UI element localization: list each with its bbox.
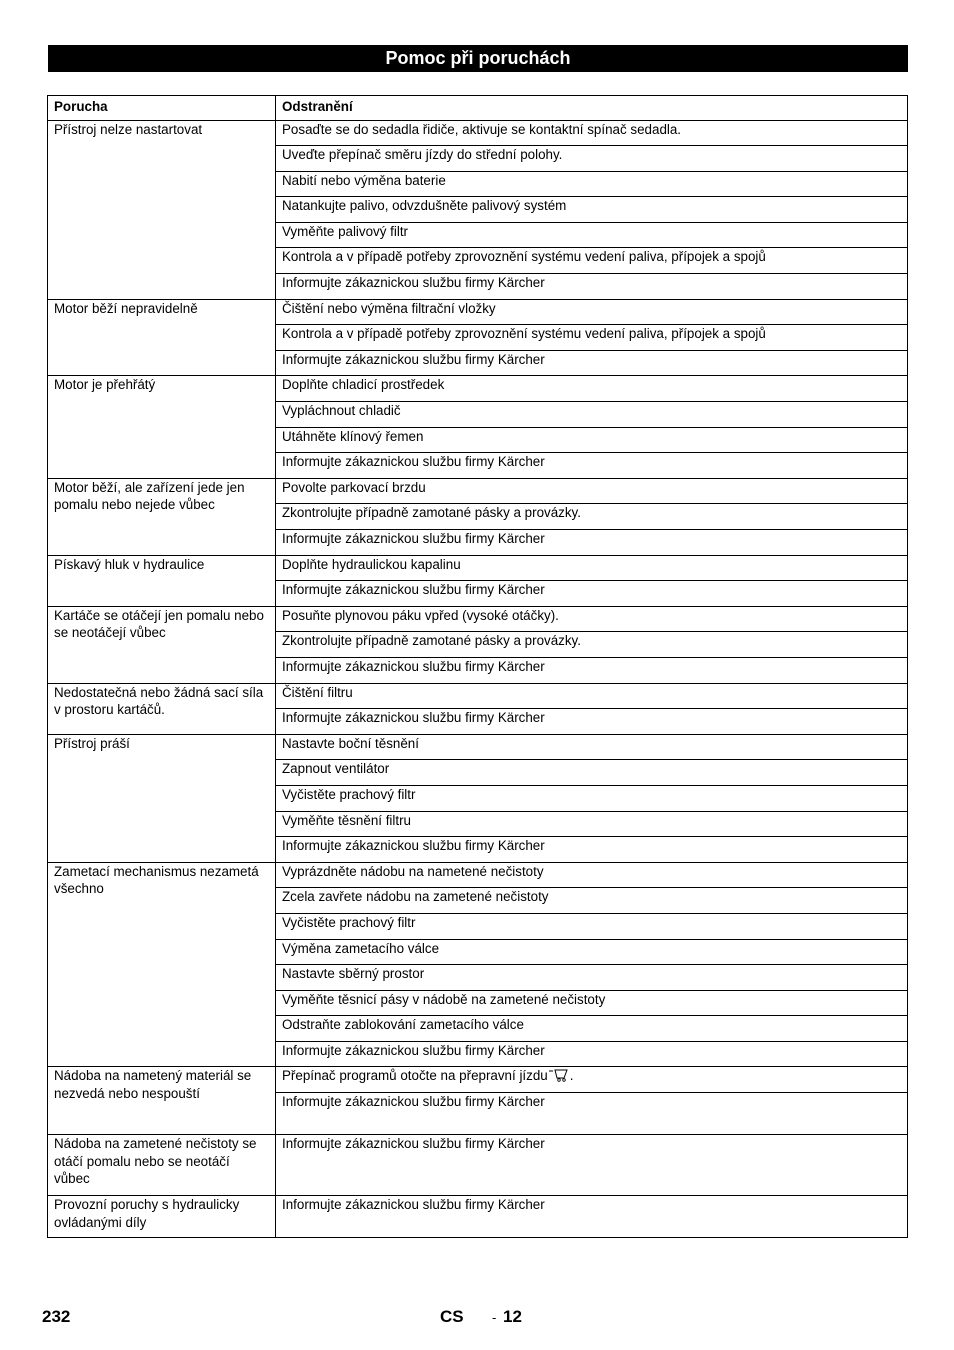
sub-page-number: 12 [503,1307,522,1326]
remedy-cell [276,1041,908,1067]
remedy-text: Kontrola a v případě potřeby zprovoznění systému vedení paliva, přípojek a spojů [282,249,766,265]
remedy-cell [276,837,908,863]
fault-cell: Motor běží nepravidelně [48,299,276,376]
remedy-cell [276,990,908,1016]
remedy-text: Čištění nebo výměna filtrační vložky [282,300,496,316]
symbol-suffix: . [569,1068,574,1084]
remedy-cell [276,785,908,811]
fault-cell: Kartáče se otáčejí jen pomalu nebo se neotáčejí vůbec [48,606,276,683]
remedy-cell [276,222,908,248]
table-row [48,606,908,632]
remedy-cell [276,709,908,735]
remedy-cell [276,1093,908,1135]
footer-dash: - [492,1310,497,1325]
fault-cell: Nádoba na zametené nečistoty se otáčí pomalu nebo se neotáčí vůbec [48,1135,276,1196]
remedy-text: Informujte zákaznickou službu firmy Kärcher [282,1136,545,1152]
remedy-column-header: Odstranění [276,96,908,121]
table-row [48,862,908,888]
remedy-text: Doplňte chladicí prostředek [282,377,445,393]
remedy-cell [276,299,908,325]
remedy-cell [276,530,908,556]
remedy-text: Informujte zákaznickou službu firmy Kärcher [282,1197,545,1213]
fault-cell: Nádoba na nametený materiál se nezvedá nebo nespouští [48,1067,276,1135]
table-row [48,120,908,146]
remedy-cell [276,504,908,530]
remedy-cell [276,453,908,479]
fault-cell: Motor je přehřátý [48,376,276,478]
remedy-cell [276,274,908,300]
remedy-text: Přepínač programů otočte na přepravní jízdu [282,1068,548,1084]
table-row [48,555,908,581]
remedy-cell [276,427,908,453]
remedy-text: Čištění filtru [282,684,353,700]
remedy-text: Informujte zákaznickou službu firmy Kärcher [282,582,545,598]
remedy-text: Vypláchnout chladič [282,403,401,419]
table-row [48,478,908,504]
remedy-text: Utáhněte klínový řemen [282,428,424,444]
remedy-cell [276,1196,908,1238]
remedy-cell [276,1135,908,1196]
table-row [48,1067,908,1093]
remedy-text: Informujte zákaznickou službu firmy Kärcher [282,531,545,546]
remedy-cell [276,862,908,888]
page-title: Pomoc při poruchách [48,45,908,72]
remedy-cell [276,965,908,991]
remedy-cell [276,606,908,632]
remedy-text: Vyměňte těsnění filtru [282,812,412,828]
table-row [48,1196,908,1238]
remedy-cell [276,657,908,683]
remedy-text: Nabití nebo výměna baterie [282,172,446,188]
remedy-text: Posuňte plynovou páku vpřed (vysoké otáčky). [282,607,559,623]
remedy-cell [276,888,908,914]
remedy-text: Informujte zákaznickou službu firmy Kärcher [282,838,545,854]
remedy-text: Vyměňte těsnicí pásy v nádobě na zametené nečistoty [282,991,606,1007]
remedy-cell [276,555,908,581]
fault-cell: Pískavý hluk v hydraulice [48,555,276,606]
fault-column-header: Porucha [48,96,276,121]
transport-drive-symbol-icon [548,1068,570,1087]
fault-cell: Motor běží, ale zařízení jede jen pomalu nebo nejede vůbec [48,478,276,555]
remedy-text: Odstraňte zablokování zametacího válce [282,1017,524,1033]
remedy-cell [276,1016,908,1042]
remedy-cell [276,376,908,402]
remedy-cell [276,171,908,197]
remedy-text: Zapnout ventilátor [282,761,390,777]
remedy-text: Informujte zákaznickou službu firmy Kärcher [282,275,545,291]
remedy-text: Výměna zametacího válce [282,940,440,956]
remedy-text: Informujte zákaznickou službu firmy Kärcher [282,454,545,470]
remedy-text: Informujte zákaznickou službu firmy Kärcher [282,1042,545,1058]
remedy-cell [276,913,908,939]
remedy-text: Informujte zákaznickou službu firmy Kärcher [282,658,545,674]
table-body [48,120,908,1238]
fault-cell: Nedostatečná nebo žádná sací síla v prostoru kartáčů. [48,683,276,734]
remedy-text: Vyčistěte prachový filtr [282,786,416,802]
remedy-cell [276,734,908,760]
remedy-cell [276,581,908,607]
fault-cell: Přístroj práší [48,734,276,862]
troubleshooting-table [47,95,908,1238]
language-code: CS [440,1307,464,1326]
remedy-cell [276,120,908,146]
page-number: 232 [42,1307,71,1326]
remedy-text: Uveďte přepínač směru jízdy do střední polohy. [282,147,563,163]
remedy-cell [276,248,908,274]
remedy-text: Vyměňte palivový filtr [282,223,409,239]
table-row [48,1135,908,1196]
remedy-text: Vyčistěte prachový filtr [282,914,416,930]
remedy-cell [276,325,908,351]
table-header-row [48,96,908,121]
remedy-text: Zkontrolujte případně zamotané pásky a provázky. [282,505,581,521]
table-row [48,734,908,760]
remedy-text: Povolte parkovací brzdu [282,479,426,495]
remedy-text: Nastavte sběrný prostor [282,966,425,982]
remedy-text: Informujte zákaznickou službu firmy Kärcher [282,710,545,726]
fault-cell: Provozní poruchy s hydraulicky ovládanými díly [48,1196,276,1238]
remedy-text: Kontrola a v případě potřeby zprovoznění systému vedení paliva, přípojek a spojů [282,326,766,342]
remedy-cell [276,811,908,837]
remedy-cell [276,632,908,658]
table-row [48,376,908,402]
remedy-cell [276,478,908,504]
remedy-text: Posaďte se do sedadla řidiče, aktivuje se kontaktní spínač sedadla. [282,121,682,137]
remedy-cell [276,197,908,223]
fault-cell: Přístroj nelze nastartovat [48,120,276,299]
remedy-text: Vyprázdněte nádobu na nametené nečistoty [282,863,544,879]
table-row [48,683,908,709]
fault-cell: Zametací mechanismus nezametá všechno [48,862,276,1067]
remedy-text: Nastavte boční těsnění [282,735,419,751]
remedy-cell [276,683,908,709]
remedy-cell [276,939,908,965]
remedy-cell [276,402,908,428]
remedy-text: Zkontrolujte případně zamotané pásky a provázky. [282,633,581,649]
remedy-cell [276,1067,908,1093]
remedy-text: Informujte zákaznickou službu firmy Kärcher [282,1094,545,1110]
remedy-text: Natankujte palivo, odvzdušněte palivový systém [282,198,567,214]
remedy-text: Doplňte hydraulickou kapalinu [282,556,461,572]
remedy-cell [276,760,908,786]
remedy-text: Zcela zavřete nádobu na zametené nečistoty [282,889,549,905]
table-row [48,299,908,325]
remedy-cell [276,350,908,376]
remedy-text: Informujte zákaznickou službu firmy Kärcher [282,351,545,367]
remedy-cell [276,146,908,172]
